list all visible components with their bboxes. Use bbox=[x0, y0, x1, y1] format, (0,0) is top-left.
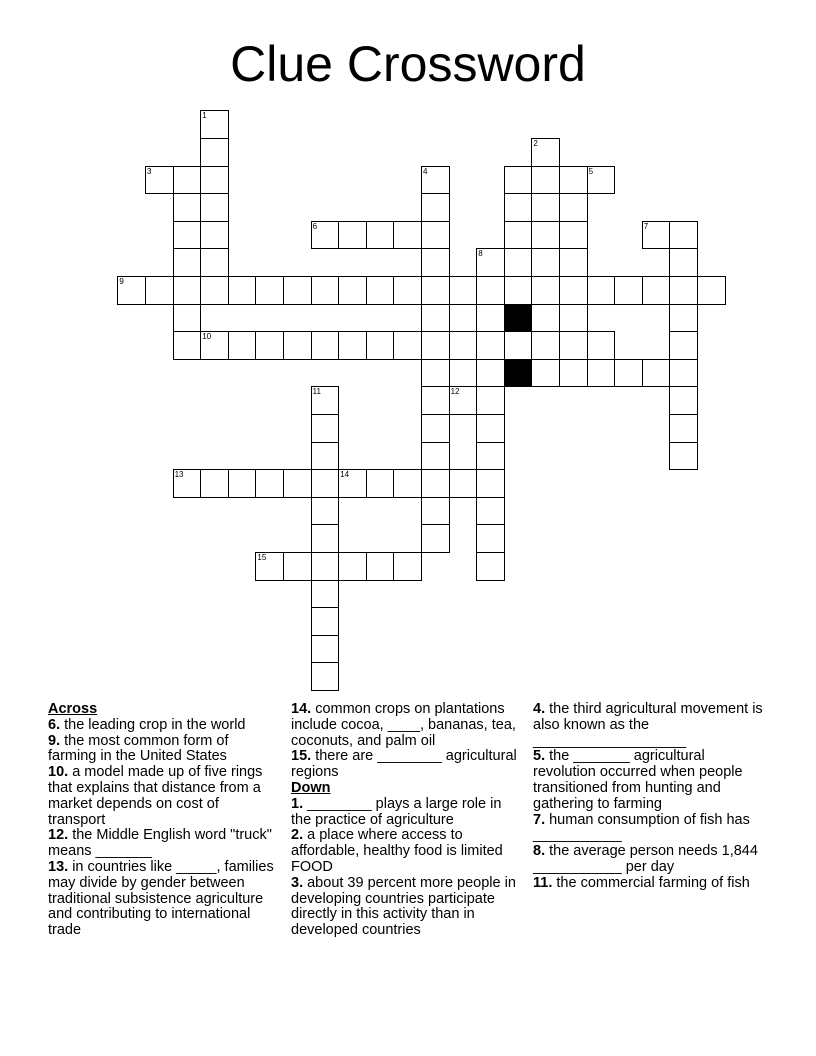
clue-down-3: 3. about 39 percent more people in developing countries participate directly in this activity than in developed countries bbox=[291, 874, 516, 939]
grid-cell[interactable] bbox=[393, 221, 422, 250]
grid-cell[interactable] bbox=[449, 386, 478, 415]
clue-number: 3 bbox=[147, 166, 152, 176]
grid-cell[interactable] bbox=[173, 221, 202, 250]
grid-cell[interactable] bbox=[255, 331, 284, 360]
grid-cell[interactable] bbox=[200, 110, 229, 139]
grid-cell[interactable] bbox=[587, 359, 616, 388]
grid-cell[interactable] bbox=[200, 193, 229, 222]
grid-cell[interactable] bbox=[614, 276, 643, 305]
grid-cell[interactable] bbox=[669, 359, 698, 388]
grid-cell[interactable] bbox=[173, 331, 202, 360]
grid-cell[interactable] bbox=[421, 386, 450, 415]
clue-down-8: 8. the average person needs 1,844 ___________ per day bbox=[533, 843, 758, 875]
grid-cell[interactable] bbox=[559, 304, 588, 333]
grid-cell[interactable] bbox=[476, 276, 505, 305]
grid-cell[interactable] bbox=[200, 138, 229, 167]
grid-cell[interactable] bbox=[311, 414, 340, 443]
grid-cell[interactable] bbox=[173, 469, 202, 498]
grid-cell[interactable] bbox=[117, 276, 146, 305]
grid-cell[interactable] bbox=[559, 248, 588, 277]
grid-cell[interactable] bbox=[669, 304, 698, 333]
grid-cell[interactable] bbox=[255, 552, 284, 581]
grid-cell[interactable] bbox=[283, 469, 312, 498]
grid-cell[interactable] bbox=[200, 469, 229, 498]
grid-cell[interactable] bbox=[559, 331, 588, 360]
clue-number: 7 bbox=[643, 221, 649, 231]
grid-cell[interactable] bbox=[311, 331, 340, 360]
clue-down-2: 2. a place where access to affordable, healthy food is limited FOOD bbox=[291, 827, 503, 875]
clue-down-5: 5. the _______ agricultural revolution occurred when people transitioned from hunting and gathering to farming bbox=[533, 748, 743, 812]
grid-cell[interactable] bbox=[283, 331, 312, 360]
clue-across-15: 15. there are ________ agricultural regions bbox=[291, 748, 517, 781]
grid-cell[interactable] bbox=[476, 359, 505, 388]
clue-number: 13 bbox=[174, 470, 184, 480]
grid-cell[interactable] bbox=[531, 359, 560, 388]
grid-cell[interactable] bbox=[531, 221, 560, 250]
grid-cell[interactable] bbox=[366, 469, 395, 498]
grid-cell[interactable] bbox=[669, 386, 698, 415]
grid-cell[interactable] bbox=[311, 442, 340, 471]
grid-cell[interactable] bbox=[366, 331, 395, 360]
down-header: Down bbox=[291, 779, 331, 796]
grid-cell[interactable] bbox=[531, 331, 560, 360]
clue-number: 6 bbox=[312, 221, 318, 231]
grid-cell[interactable] bbox=[145, 276, 174, 305]
clue-across-14: 14. common crops on plantations include cocoa, ____, bananas, tea, coconuts, and palm oil bbox=[291, 701, 516, 749]
grid-cell[interactable] bbox=[200, 331, 229, 360]
grid-cell[interactable] bbox=[587, 166, 616, 195]
grid-cell[interactable] bbox=[504, 248, 533, 277]
grid-cell[interactable] bbox=[421, 497, 450, 526]
grid-cell[interactable] bbox=[283, 552, 312, 581]
grid-cell[interactable] bbox=[669, 221, 698, 250]
grid-cell[interactable] bbox=[559, 276, 588, 305]
clue-across-13: 13. in countries like _____, families may divide by gender between traditional subsistence agriculture and contributing to international trade bbox=[48, 858, 274, 939]
grid-cell[interactable] bbox=[476, 497, 505, 526]
grid-cell[interactable] bbox=[255, 276, 284, 305]
clue-number: 9 bbox=[119, 277, 124, 286]
grid-cell[interactable] bbox=[228, 276, 257, 305]
grid-cell[interactable] bbox=[338, 552, 367, 581]
clue-number: 12 bbox=[450, 387, 460, 397]
grid-cell[interactable] bbox=[476, 386, 505, 415]
clue-across-6: 6. the leading crop in the world bbox=[48, 716, 246, 733]
clue-across-12: 12. the Middle English word "truck" means _______ bbox=[48, 827, 272, 860]
grid-cell[interactable] bbox=[421, 524, 450, 553]
clue-number: 11 bbox=[312, 387, 321, 397]
grid-cell[interactable] bbox=[504, 221, 533, 250]
grid-cell[interactable] bbox=[476, 248, 505, 277]
grid-cell[interactable] bbox=[393, 552, 422, 581]
grid-cell[interactable] bbox=[338, 469, 367, 498]
grid-block bbox=[504, 304, 533, 333]
clue-down-11: 11. the commercial farming of fish bbox=[533, 874, 750, 891]
grid-cell[interactable] bbox=[587, 276, 616, 305]
grid-cell[interactable] bbox=[173, 276, 202, 305]
grid-cell[interactable] bbox=[366, 221, 395, 250]
grid-cell[interactable] bbox=[449, 469, 478, 498]
clue-number: 14 bbox=[340, 470, 350, 480]
grid-cell[interactable] bbox=[311, 580, 340, 609]
grid-cell[interactable] bbox=[228, 331, 257, 360]
grid-cell[interactable] bbox=[614, 359, 643, 388]
grid-cell[interactable] bbox=[531, 193, 560, 222]
grid-cell[interactable] bbox=[559, 166, 588, 195]
grid-cell[interactable] bbox=[311, 524, 340, 553]
clue-down-1: 1. ________ plays a large role in the practice of agriculture bbox=[291, 795, 502, 828]
grid-cell[interactable] bbox=[587, 331, 616, 360]
grid-cell[interactable] bbox=[421, 304, 450, 333]
grid-cell[interactable] bbox=[311, 497, 340, 526]
grid-cell[interactable] bbox=[311, 386, 340, 415]
grid-cell[interactable] bbox=[449, 331, 478, 360]
grid-cell[interactable] bbox=[421, 469, 450, 498]
grid-cell[interactable] bbox=[531, 166, 560, 195]
grid-cell[interactable] bbox=[642, 359, 671, 388]
grid-cell[interactable] bbox=[669, 442, 698, 471]
grid-cell[interactable] bbox=[559, 193, 588, 222]
grid-cell[interactable] bbox=[311, 635, 340, 664]
grid-block bbox=[504, 359, 533, 388]
grid-cell[interactable] bbox=[145, 166, 174, 195]
clues-column-3 bbox=[533, 702, 765, 892]
grid-cell[interactable] bbox=[393, 276, 422, 305]
clue-number: 2 bbox=[533, 139, 538, 148]
grid-cell[interactable] bbox=[421, 193, 450, 222]
grid-cell[interactable] bbox=[200, 166, 229, 195]
grid-cell[interactable] bbox=[393, 331, 422, 360]
grid-cell[interactable] bbox=[504, 331, 533, 360]
grid-cell[interactable] bbox=[504, 276, 533, 305]
grid-cell[interactable] bbox=[669, 248, 698, 277]
grid-cell[interactable] bbox=[531, 304, 560, 333]
grid-cell[interactable] bbox=[173, 166, 202, 195]
clues-column-1 bbox=[48, 702, 280, 939]
grid-cell[interactable] bbox=[421, 442, 450, 471]
grid-cell[interactable] bbox=[449, 276, 478, 305]
clue-number: 1 bbox=[202, 111, 207, 121]
grid-cell[interactable] bbox=[476, 331, 505, 360]
grid-cell[interactable] bbox=[283, 276, 312, 305]
grid-cell[interactable] bbox=[311, 276, 340, 305]
grid-cell[interactable] bbox=[173, 304, 202, 333]
grid-cell[interactable] bbox=[228, 469, 257, 498]
grid-cell[interactable] bbox=[504, 166, 533, 195]
clue-across-9: 9. the most common form of farming in the United States bbox=[48, 732, 229, 765]
grid-cell[interactable] bbox=[669, 276, 698, 305]
grid-cell[interactable] bbox=[421, 331, 450, 360]
grid-cell[interactable] bbox=[642, 276, 671, 305]
grid-cell[interactable] bbox=[531, 276, 560, 305]
grid-cell[interactable] bbox=[669, 331, 698, 360]
grid-cell[interactable] bbox=[476, 414, 505, 443]
grid-cell[interactable] bbox=[476, 524, 505, 553]
grid-cell[interactable] bbox=[421, 166, 450, 195]
clue-number: 5 bbox=[588, 166, 594, 176]
grid-cell[interactable] bbox=[559, 359, 588, 388]
clue-down-4: 4. the third agricultural movement is also known as the ___________________ bbox=[533, 701, 763, 749]
grid-cell[interactable] bbox=[338, 221, 367, 250]
grid-cell[interactable] bbox=[697, 276, 726, 305]
grid-cell[interactable] bbox=[669, 414, 698, 443]
across-header: Across bbox=[48, 701, 98, 717]
grid-cell[interactable] bbox=[311, 469, 340, 498]
grid-cell[interactable] bbox=[200, 221, 229, 250]
grid-cell[interactable] bbox=[311, 221, 340, 250]
grid-cell[interactable] bbox=[642, 221, 671, 250]
grid-cell[interactable] bbox=[476, 469, 505, 498]
grid-cell[interactable] bbox=[311, 552, 340, 581]
grid-cell[interactable] bbox=[421, 248, 450, 277]
grid-cell[interactable] bbox=[311, 607, 340, 636]
grid-cell[interactable] bbox=[255, 469, 284, 498]
grid-cell[interactable] bbox=[200, 276, 229, 305]
grid-cell[interactable] bbox=[559, 221, 588, 250]
grid-cell[interactable] bbox=[173, 193, 202, 222]
grid-cell[interactable] bbox=[366, 552, 395, 581]
grid-cell[interactable] bbox=[366, 276, 395, 305]
grid-cell[interactable] bbox=[393, 469, 422, 498]
clue-number: 4 bbox=[423, 166, 428, 176]
grid-cell[interactable] bbox=[476, 552, 505, 581]
clue-across-10: 10. a model made up of five rings that explains that distance from a market depends on cost of transport bbox=[48, 764, 263, 828]
grid-cell[interactable] bbox=[476, 304, 505, 333]
clue-number: 15 bbox=[257, 553, 267, 562]
grid-cell[interactable] bbox=[421, 414, 450, 443]
grid-cell[interactable] bbox=[504, 193, 533, 222]
grid-cell[interactable] bbox=[200, 248, 229, 277]
grid-cell[interactable] bbox=[531, 248, 560, 277]
clues-column-2 bbox=[291, 702, 523, 939]
grid-cell[interactable] bbox=[421, 359, 450, 388]
clue-number: 8 bbox=[478, 249, 483, 259]
grid-cell[interactable] bbox=[421, 276, 450, 305]
grid-cell[interactable] bbox=[421, 221, 450, 250]
grid-cell[interactable] bbox=[338, 331, 367, 360]
grid-cell[interactable] bbox=[173, 248, 202, 277]
grid-cell[interactable] bbox=[338, 276, 367, 305]
grid-cell[interactable] bbox=[476, 442, 505, 471]
grid-cell[interactable] bbox=[311, 662, 340, 691]
grid-cell[interactable] bbox=[531, 138, 560, 167]
clue-down-7: 7. human consumption of fish has ___________ bbox=[533, 811, 750, 844]
page-title: Clue Crossword bbox=[230, 36, 586, 92]
clue-number: 10 bbox=[202, 332, 212, 342]
